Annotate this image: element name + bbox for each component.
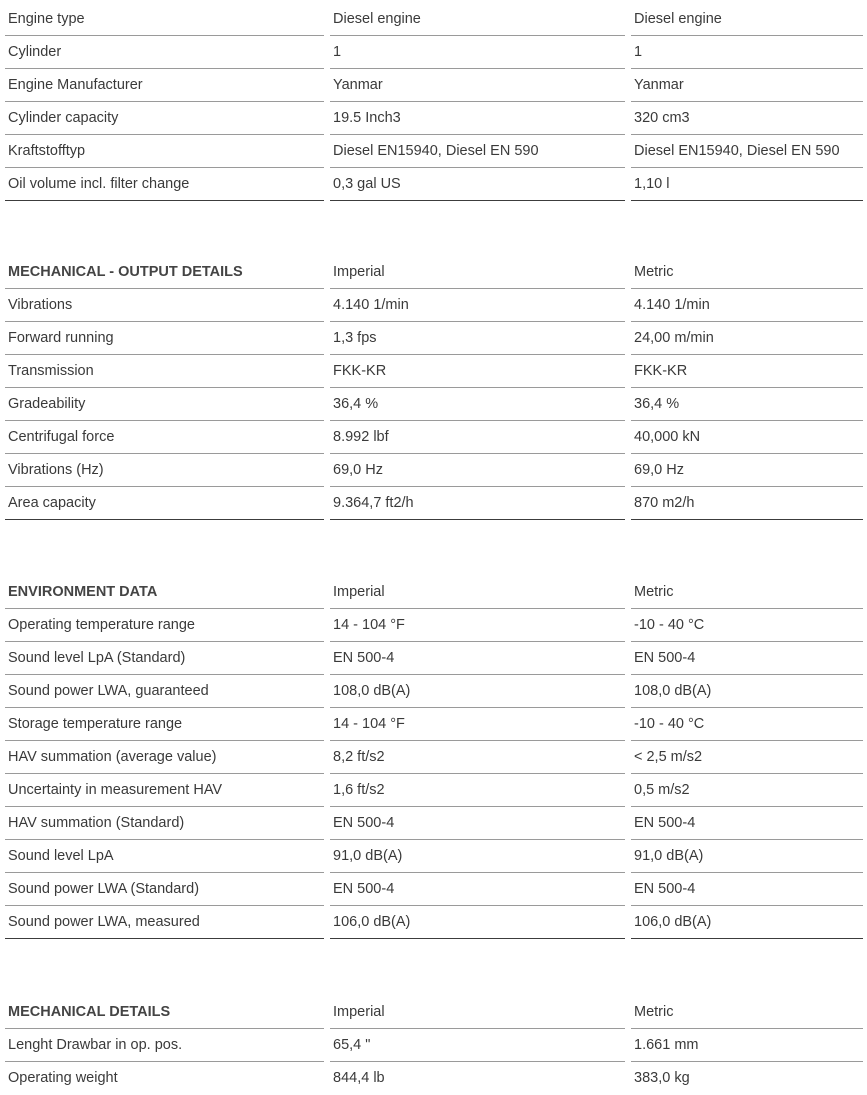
row-metric-value: 40,000 kN — [634, 429, 701, 445]
row-label: Vibrations (Hz) — [8, 462, 104, 478]
row-imperial-value: Diesel EN15940, Diesel EN 590 — [333, 143, 539, 159]
imperial-column-header: Imperial — [333, 1004, 385, 1020]
table-row — [0, 873, 867, 906]
row-label: Cylinder — [8, 44, 62, 60]
metric-column-header: Metric — [634, 584, 674, 600]
section-header-row — [0, 256, 867, 289]
row-label: Vibrations — [8, 297, 73, 313]
row-imperial-value: 4.140 1/min — [333, 297, 409, 313]
row-imperial-value: 1 — [333, 44, 342, 60]
row-imperial-value: EN 500-4 — [333, 881, 395, 897]
row-metric-value: -10 - 40 °C — [634, 716, 705, 732]
table-row — [0, 708, 867, 741]
row-imperial-value: 106,0 dB(A) — [333, 914, 411, 930]
table-row — [0, 454, 867, 487]
row-imperial-value: Diesel engine — [333, 11, 421, 27]
row-imperial-value: 14 - 104 °F — [333, 716, 405, 732]
table-row — [0, 168, 867, 201]
metric-column-header: Metric — [634, 1004, 674, 1020]
row-metric-value: 870 m2/h — [634, 495, 695, 511]
row-label: Engine type — [8, 11, 85, 27]
row-label: Forward running — [8, 330, 114, 346]
table-row — [0, 487, 867, 520]
row-metric-value: < 2,5 m/s2 — [634, 749, 703, 765]
table-row — [0, 421, 867, 454]
table-row — [0, 102, 867, 135]
table-row — [0, 1029, 867, 1062]
row-imperial-value: 108,0 dB(A) — [333, 683, 411, 699]
row-label: Transmission — [8, 363, 94, 379]
row-imperial-value: 0,3 gal US — [333, 176, 401, 192]
row-metric-value: -10 - 40 °C — [634, 617, 705, 633]
row-metric-value: 1.661 mm — [634, 1037, 699, 1053]
table-row — [0, 774, 867, 807]
row-metric-value: Diesel engine — [634, 11, 722, 27]
table-row — [0, 609, 867, 642]
row-metric-value: 0,5 m/s2 — [634, 782, 690, 798]
row-metric-value: 383,0 kg — [634, 1070, 690, 1086]
row-label: Lenght Drawbar in op. pos. — [8, 1037, 183, 1053]
row-imperial-value: 9.364,7 ft2/h — [333, 495, 414, 511]
section-title: MECHANICAL DETAILS — [8, 1004, 171, 1020]
row-metric-value: EN 500-4 — [634, 815, 696, 831]
mechanical-details-section — [0, 996, 867, 1095]
row-metric-value: 4.140 1/min — [634, 297, 710, 313]
row-metric-value: 1 — [634, 44, 643, 60]
row-metric-value: 36,4 % — [634, 396, 680, 412]
row-label: Kraftstofftyp — [8, 143, 86, 159]
row-label: Engine Manufacturer — [8, 77, 143, 93]
table-row — [0, 36, 867, 69]
row-metric-value: 108,0 dB(A) — [634, 683, 712, 699]
row-imperial-value: 844,4 lb — [333, 1070, 385, 1086]
row-metric-value: 320 cm3 — [634, 110, 690, 126]
row-label: Operating weight — [8, 1070, 118, 1086]
table-row — [0, 3, 867, 36]
row-imperial-value: EN 500-4 — [333, 650, 395, 666]
table-row — [0, 69, 867, 102]
row-metric-value: 69,0 Hz — [634, 462, 684, 478]
metric-column-header: Metric — [634, 264, 674, 280]
imperial-column-header: Imperial — [333, 264, 385, 280]
row-imperial-value: 91,0 dB(A) — [333, 848, 403, 864]
table-row — [0, 1062, 867, 1095]
row-label: Sound power LWA, measured — [8, 914, 200, 930]
row-label: Gradeability — [8, 396, 86, 412]
section-title: ENVIRONMENT DATA — [8, 584, 158, 600]
mechanical-output-section — [0, 256, 867, 520]
row-imperial-value: 36,4 % — [333, 396, 379, 412]
row-imperial-value: EN 500-4 — [333, 815, 395, 831]
row-metric-value: Yanmar — [634, 77, 684, 93]
section-header-row — [0, 996, 867, 1029]
row-metric-value: EN 500-4 — [634, 881, 696, 897]
row-imperial-value: 1,6 ft/s2 — [333, 782, 385, 798]
row-imperial-value: 65,4 " — [333, 1037, 371, 1053]
table-row — [0, 642, 867, 675]
row-imperial-value: 8,2 ft/s2 — [333, 749, 385, 765]
row-label: Oil volume incl. filter change — [8, 176, 190, 192]
row-imperial-value: 14 - 104 °F — [333, 617, 405, 633]
row-label: Cylinder capacity — [8, 110, 119, 126]
table-row — [0, 840, 867, 873]
row-metric-value: 106,0 dB(A) — [634, 914, 712, 930]
row-label: Centrifugal force — [8, 429, 115, 445]
row-label: Sound level LpA — [8, 848, 114, 864]
imperial-column-header: Imperial — [333, 584, 385, 600]
table-row — [0, 906, 867, 939]
row-metric-value: Diesel EN15940, Diesel EN 590 — [634, 143, 840, 159]
row-imperial-value: 8.992 lbf — [333, 429, 389, 445]
row-label: Area capacity — [8, 495, 96, 511]
table-row — [0, 135, 867, 168]
table-row — [0, 289, 867, 322]
row-label: HAV summation (Standard) — [8, 815, 185, 831]
row-imperial-value: 19.5 Inch3 — [333, 110, 401, 126]
row-label: Sound level LpA (Standard) — [8, 650, 186, 666]
row-metric-value: 1,10 l — [634, 176, 670, 192]
row-imperial-value: 69,0 Hz — [333, 462, 383, 478]
table-row — [0, 355, 867, 388]
row-label: Sound power LWA, guaranteed — [8, 683, 209, 699]
row-imperial-value: 1,3 fps — [333, 330, 377, 346]
row-label: Uncertainty in measurement HAV — [8, 782, 223, 798]
table-row — [0, 322, 867, 355]
engine-section — [0, 3, 867, 201]
table-row — [0, 675, 867, 708]
row-label: Storage temperature range — [8, 716, 183, 732]
row-label: Operating temperature range — [8, 617, 195, 633]
row-label: Sound power LWA (Standard) — [8, 881, 200, 897]
section-title: MECHANICAL - OUTPUT DETAILS — [8, 264, 243, 280]
row-imperial-value: Yanmar — [333, 77, 383, 93]
row-metric-value: 91,0 dB(A) — [634, 848, 704, 864]
row-metric-value: FKK-KR — [634, 363, 688, 379]
table-row — [0, 741, 867, 774]
section-header-row — [0, 576, 867, 609]
row-metric-value: 24,00 m/min — [634, 330, 714, 346]
table-row — [0, 807, 867, 840]
table-row — [0, 388, 867, 421]
row-imperial-value: FKK-KR — [333, 363, 387, 379]
environment-section — [0, 576, 867, 939]
row-metric-value: EN 500-4 — [634, 650, 696, 666]
row-label: HAV summation (average value) — [8, 749, 217, 765]
